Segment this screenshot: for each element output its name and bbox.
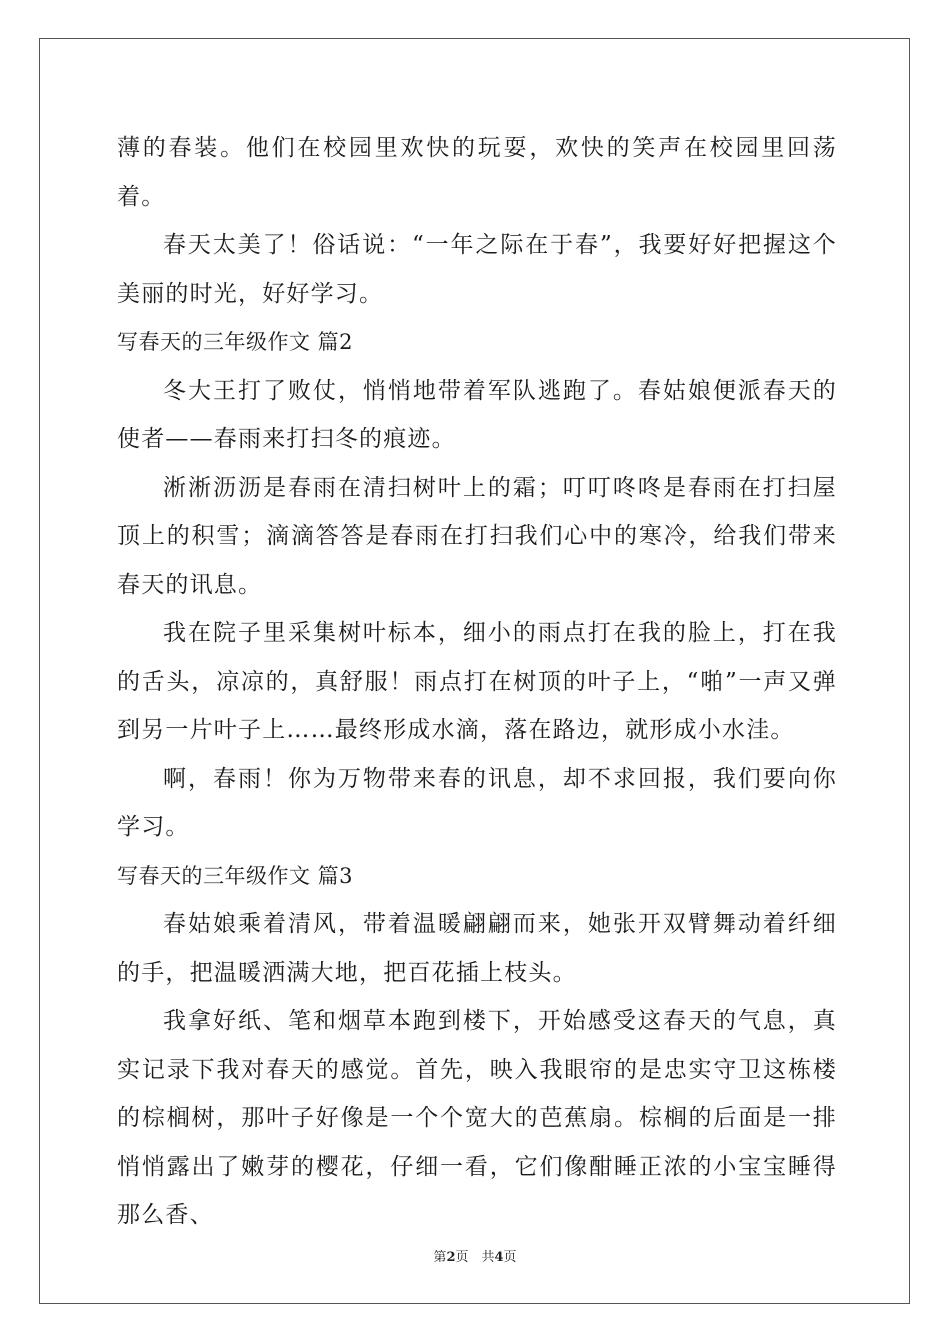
document-body bbox=[117, 124, 837, 1240]
paragraph-2: 春天太美了！俗话说：“一年之际在于春”，我要好好把握这个美丽的时光，好好学习。 bbox=[117, 232, 837, 307]
footer-prefix: 第 bbox=[433, 1250, 447, 1265]
paragraph-4: 淅淅沥沥是春雨在清扫树叶上的霜；叮叮咚咚是春雨在打扫屋顶上的积雪；滴滴答答是春雨在打扫我们心中的寒冷，给我们带来春天的讯息。 bbox=[117, 474, 837, 598]
paragraph-6: 啊，春雨！你为万物带来春的讯息，却不求回报，我们要向你学习。 bbox=[117, 765, 837, 840]
section-heading-2: 写春天的三年级作文 篇2 bbox=[117, 330, 354, 354]
paragraph-5: 我在院子里采集树叶标本，细小的雨点打在我的脸上，打在我的舌头，凉凉的，真舒服！雨点打在树顶的叶子上，“啪”一声又弹到另一片叶子上……最终形成水滴，落在路边，就形成小水洼。 bbox=[117, 620, 837, 743]
paragraph-8: 我拿好纸、笔和烟草本跑到楼下，开始感受这春天的气息，真实记录下我对春天的感觉。首先，映入我眼帘的是忠实守卫这栋楼的棕榈树，那叶子好像是一个个宽大的芭蕉扇。棕榈的后面是一排悄悄露出了嫩芽的樱花，仔细一看，它们像酣睡正浓的小宝宝睡得那么香、 bbox=[117, 1008, 837, 1228]
section-heading-3: 写春天的三年级作文 篇3 bbox=[117, 863, 354, 888]
footer-mid: 页 共 bbox=[455, 1250, 495, 1265]
paragraph-3: 冬大王打了败仗，悄悄地带着军队逃跑了。春姑娘便派春天的使者——春雨来打扫冬的痕迹。 bbox=[117, 377, 837, 452]
paragraph-1: 薄的春装。他们在校园里欢快的玩耍，欢快的笑声在校园里回荡着。 bbox=[117, 135, 837, 210]
total-page-number: 4 bbox=[494, 1250, 504, 1265]
page-footer bbox=[0, 1246, 950, 1265]
paragraph-7: 春姑娘乘着清风，带着温暖翩翩而来，她张开双臂舞动着纤细的手，把温暖洒满大地，把百花插上枝头。 bbox=[117, 911, 837, 986]
footer-suffix: 页 bbox=[503, 1250, 517, 1265]
current-page-number: 2 bbox=[446, 1250, 456, 1265]
